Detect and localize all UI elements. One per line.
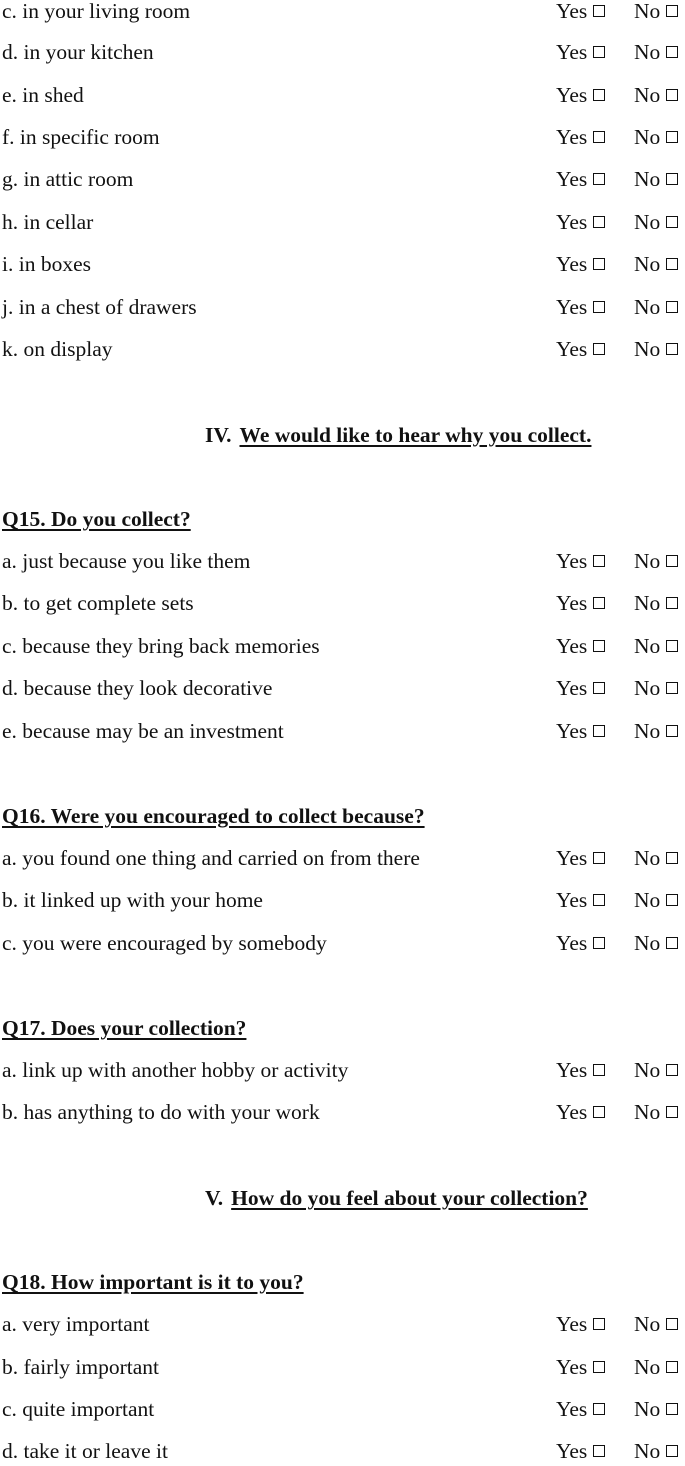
question-label: a. link up with another hobby or activity	[2, 1058, 349, 1082]
no-checkbox[interactable]	[666, 1318, 678, 1330]
yes-checkbox[interactable]	[593, 131, 605, 143]
yes-option[interactable]: Yes	[556, 843, 605, 873]
question-row	[2, 37, 685, 67]
question-label: a. you found one thing and carried on from there	[2, 846, 420, 870]
yes-checkbox[interactable]	[593, 343, 605, 355]
yes-checkbox[interactable]	[593, 597, 605, 609]
question-label: b. has anything to do with your work	[2, 1100, 320, 1124]
yes-checkbox[interactable]	[593, 301, 605, 313]
yes-option[interactable]: Yes	[556, 716, 605, 746]
question-row	[2, 588, 685, 618]
yes-checkbox[interactable]	[593, 1106, 605, 1118]
question-label: e. because may be an investment	[2, 719, 284, 743]
question-label: a. very important	[2, 1312, 150, 1336]
yes-option[interactable]: Yes	[556, 37, 605, 67]
no-option[interactable]: No	[634, 334, 678, 364]
yes-option[interactable]: Yes	[556, 928, 605, 958]
question-label: d. take it or leave it	[2, 1439, 168, 1463]
yes-checkbox[interactable]	[593, 1318, 605, 1330]
question-row	[2, 334, 685, 364]
yes-option[interactable]: Yes	[556, 164, 605, 194]
yes-checkbox[interactable]	[593, 894, 605, 906]
no-checkbox[interactable]	[666, 597, 678, 609]
yes-checkbox[interactable]	[593, 725, 605, 737]
no-checkbox[interactable]	[666, 1445, 678, 1457]
yes-option[interactable]: Yes	[556, 249, 605, 279]
no-checkbox[interactable]	[666, 1064, 678, 1076]
question-heading-q18: Q18. How important is it to you?	[2, 1270, 304, 1294]
question-label: c. in your living room	[2, 0, 191, 23]
section-title: We would like to hear why you collect.	[239, 423, 592, 447]
question-row	[2, 546, 685, 576]
no-checkbox[interactable]	[666, 46, 678, 58]
yes-checkbox[interactable]	[593, 5, 605, 17]
question-heading-q17: Q17. Does your collection?	[2, 1016, 247, 1040]
question-label: c. quite important	[2, 1397, 155, 1421]
no-checkbox[interactable]	[666, 131, 678, 143]
no-checkbox[interactable]	[666, 216, 678, 228]
question-row	[2, 249, 685, 279]
yes-option[interactable]: Yes	[556, 885, 605, 915]
no-option[interactable]: No	[634, 1394, 678, 1424]
yes-checkbox[interactable]	[593, 682, 605, 694]
no-checkbox[interactable]	[666, 640, 678, 652]
yes-option[interactable]: Yes	[556, 122, 605, 152]
question-label: h. in cellar	[2, 210, 94, 234]
question-row	[2, 843, 685, 873]
yes-option[interactable]: Yes	[556, 0, 605, 26]
question-label: f. in specific room	[2, 125, 160, 149]
no-option[interactable]: No	[634, 1309, 678, 1339]
yes-checkbox[interactable]	[593, 216, 605, 228]
question-row	[2, 0, 685, 26]
question-label: e. in shed	[2, 83, 84, 107]
question-label: b. it linked up with your home	[2, 888, 263, 912]
question-label: c. you were encouraged by somebody	[2, 931, 327, 955]
no-checkbox[interactable]	[666, 852, 678, 864]
yes-option[interactable]: Yes	[556, 588, 605, 618]
yes-checkbox[interactable]	[593, 1064, 605, 1076]
question-row	[2, 292, 685, 322]
yes-option[interactable]: Yes	[556, 334, 605, 364]
question-row	[2, 1352, 685, 1382]
no-option[interactable]: No	[634, 122, 678, 152]
question-row	[2, 631, 685, 661]
no-option[interactable]: No	[634, 37, 678, 67]
no-option[interactable]: No	[634, 631, 678, 661]
yes-checkbox[interactable]	[593, 46, 605, 58]
question-label: c. because they bring back memories	[2, 634, 320, 658]
no-checkbox[interactable]	[666, 173, 678, 185]
no-option[interactable]: No	[634, 1352, 678, 1382]
yes-checkbox[interactable]	[593, 1403, 605, 1415]
question-label: j. in a chest of drawers	[2, 295, 197, 319]
no-checkbox[interactable]	[666, 1106, 678, 1118]
question-row	[2, 1097, 685, 1127]
question-row	[2, 928, 685, 958]
no-option[interactable]: No	[634, 673, 678, 703]
no-option[interactable]: No	[634, 1097, 678, 1127]
yes-option[interactable]: Yes	[556, 1097, 605, 1127]
no-checkbox[interactable]	[666, 682, 678, 694]
question-row	[2, 716, 685, 746]
no-option[interactable]: No	[634, 249, 678, 279]
question-row	[2, 885, 685, 915]
question-label: d. because they look decorative	[2, 676, 273, 700]
question-row	[2, 122, 685, 152]
no-checkbox[interactable]	[666, 1403, 678, 1415]
question-row	[2, 1309, 685, 1339]
no-checkbox[interactable]	[666, 725, 678, 737]
yes-option[interactable]: Yes	[556, 1436, 605, 1466]
no-checkbox[interactable]	[666, 5, 678, 17]
section-number: V.	[205, 1186, 224, 1210]
yes-checkbox[interactable]	[593, 852, 605, 864]
yes-checkbox[interactable]	[593, 937, 605, 949]
no-option[interactable]: No	[634, 0, 678, 26]
no-option[interactable]: No	[634, 843, 678, 873]
no-option[interactable]: No	[634, 1055, 678, 1085]
yes-option[interactable]: Yes	[556, 1055, 605, 1085]
question-label: b. to get complete sets	[2, 591, 194, 615]
no-checkbox[interactable]	[666, 89, 678, 101]
question-label: a. just because you like them	[2, 549, 251, 573]
question-heading-q15: Q15. Do you collect?	[2, 507, 191, 531]
section-number: IV.	[205, 423, 232, 447]
no-checkbox[interactable]	[666, 1361, 678, 1373]
question-row	[2, 207, 685, 237]
no-option[interactable]: No	[634, 164, 678, 194]
question-row	[2, 1436, 685, 1466]
question-label: k. on display	[2, 337, 113, 361]
no-checkbox[interactable]	[666, 301, 678, 313]
yes-checkbox[interactable]	[593, 1445, 605, 1457]
question-label: i. in boxes	[2, 252, 91, 276]
section-heading-v	[205, 1183, 588, 1213]
no-option[interactable]: No	[634, 885, 678, 915]
question-row	[2, 673, 685, 703]
yes-option[interactable]: Yes	[556, 631, 605, 661]
no-option[interactable]: No	[634, 546, 678, 576]
no-checkbox[interactable]	[666, 555, 678, 567]
no-option[interactable]: No	[634, 716, 678, 746]
yes-option[interactable]: Yes	[556, 80, 605, 110]
question-label: d. in your kitchen	[2, 40, 154, 64]
question-row	[2, 1055, 685, 1085]
question-label: b. fairly important	[2, 1355, 160, 1379]
yes-checkbox[interactable]	[593, 555, 605, 567]
yes-option[interactable]: Yes	[556, 292, 605, 322]
yes-option[interactable]: Yes	[556, 673, 605, 703]
question-heading-q16: Q16. Were you encouraged to collect because?	[2, 804, 425, 828]
yes-checkbox[interactable]	[593, 258, 605, 270]
yes-option[interactable]: Yes	[556, 1309, 605, 1339]
no-option[interactable]: No	[634, 207, 678, 237]
yes-option[interactable]: Yes	[556, 1352, 605, 1382]
question-label: g. in attic room	[2, 167, 134, 191]
yes-option[interactable]: Yes	[556, 207, 605, 237]
section-title: How do you feel about your collection?	[231, 1186, 588, 1210]
no-checkbox[interactable]	[666, 937, 678, 949]
no-option[interactable]: No	[634, 80, 678, 110]
no-checkbox[interactable]	[666, 894, 678, 906]
yes-option[interactable]: Yes	[556, 1394, 605, 1424]
yes-checkbox[interactable]	[593, 640, 605, 652]
no-checkbox[interactable]	[666, 258, 678, 270]
no-option[interactable]: No	[634, 928, 678, 958]
no-option[interactable]: No	[634, 292, 678, 322]
no-option[interactable]: No	[634, 1436, 678, 1466]
question-row	[2, 1394, 685, 1424]
question-row	[2, 164, 685, 194]
yes-checkbox[interactable]	[593, 173, 605, 185]
yes-option[interactable]: Yes	[556, 546, 605, 576]
yes-checkbox[interactable]	[593, 1361, 605, 1373]
question-row	[2, 80, 685, 110]
yes-checkbox[interactable]	[593, 89, 605, 101]
no-option[interactable]: No	[634, 588, 678, 618]
no-checkbox[interactable]	[666, 343, 678, 355]
section-heading-iv	[205, 420, 591, 450]
